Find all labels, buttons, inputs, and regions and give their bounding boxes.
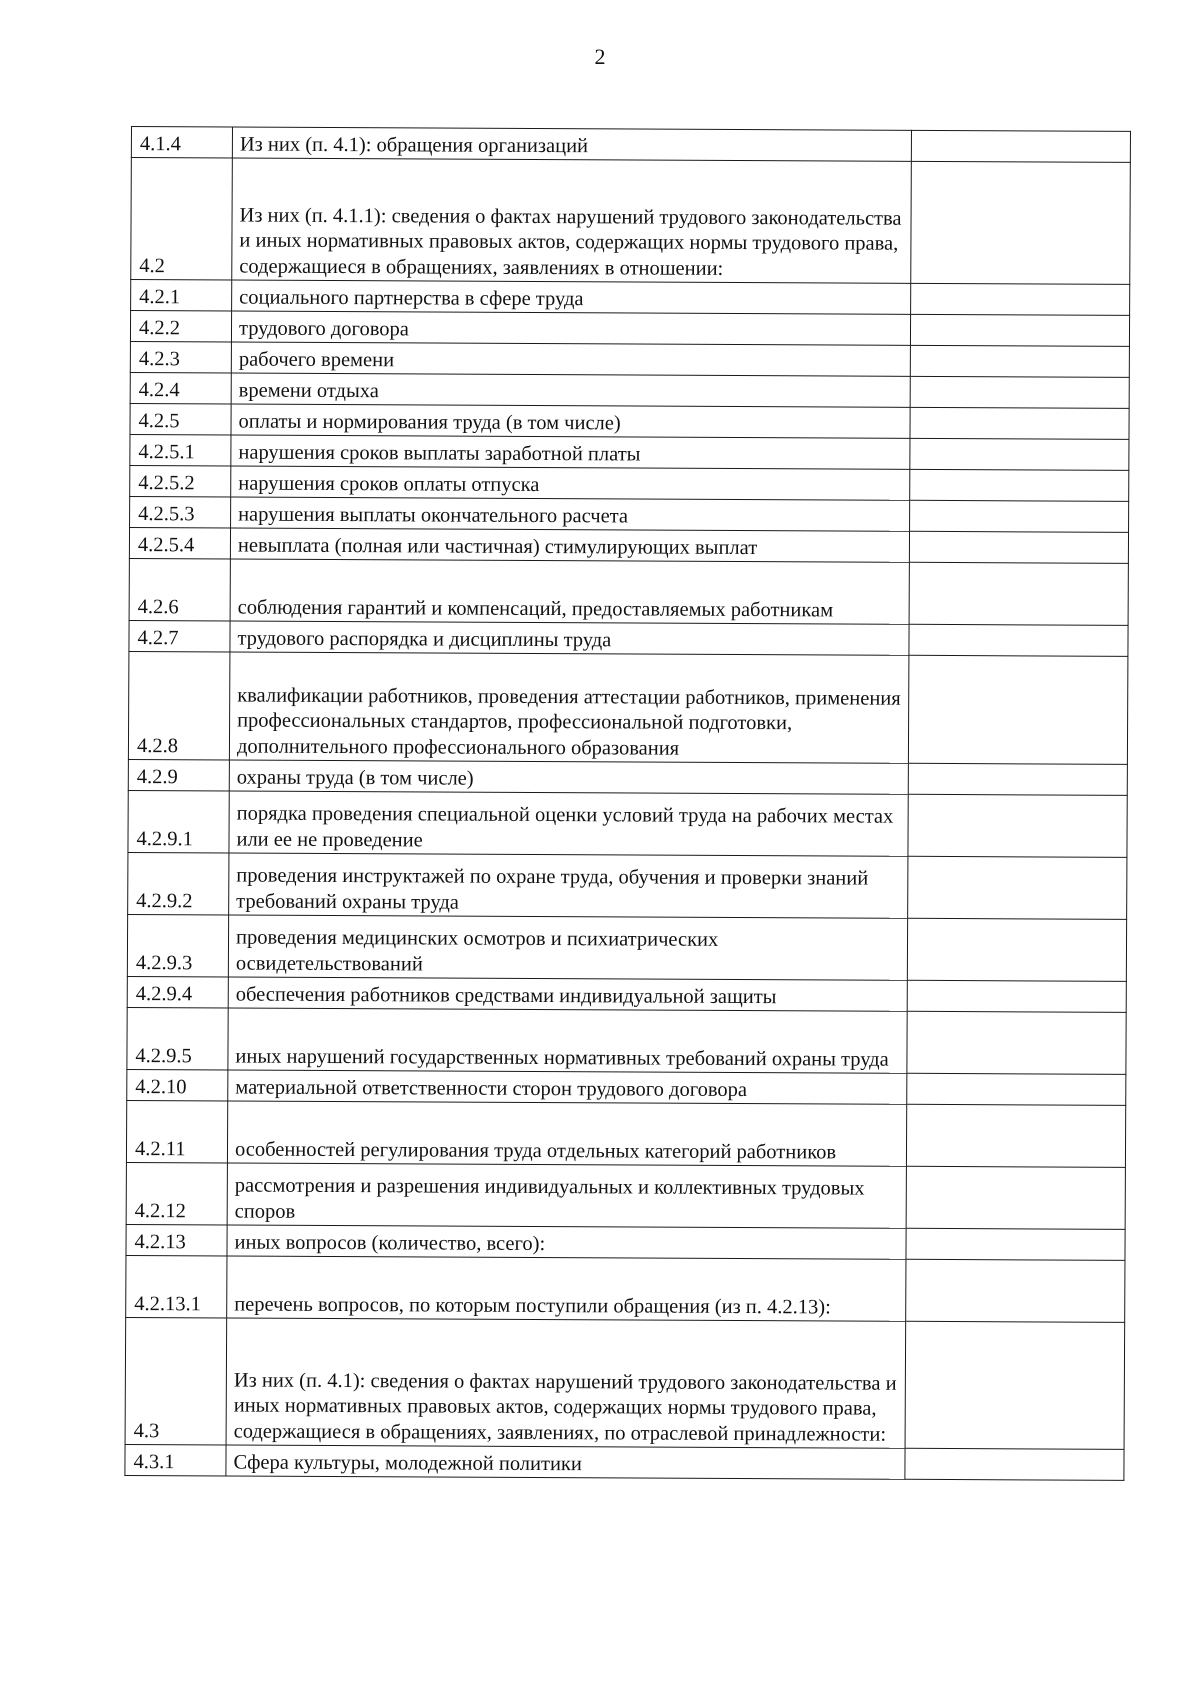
row-description: перечень вопросов, по которым поступили обращения (из п. 4.2.13): bbox=[227, 1256, 906, 1321]
table-row bbox=[126, 1224, 1125, 1260]
row-number: 4.2.8 bbox=[128, 651, 230, 759]
row-number: 4.2.1 bbox=[131, 280, 232, 311]
row-value bbox=[908, 655, 1128, 764]
row-value bbox=[906, 1104, 1125, 1167]
table-row bbox=[129, 558, 1128, 625]
row-description: иных вопросов (количество, всего): bbox=[227, 1225, 906, 1259]
row-value bbox=[906, 1166, 1125, 1229]
row-number: 4.2.6 bbox=[129, 558, 230, 620]
table-row bbox=[127, 1069, 1126, 1105]
row-number: 4.2.12 bbox=[126, 1162, 227, 1224]
table-row bbox=[131, 127, 1130, 163]
table-row bbox=[128, 790, 1127, 857]
table-row bbox=[130, 372, 1129, 408]
row-number: 4.2.9 bbox=[128, 759, 229, 790]
row-number: 4.2.5.4 bbox=[129, 527, 230, 558]
row-number: 4.2.4 bbox=[130, 372, 231, 403]
table-row bbox=[127, 976, 1126, 1012]
row-value bbox=[911, 130, 1130, 162]
row-number: 4.2.13 bbox=[126, 1224, 227, 1255]
table-row bbox=[130, 341, 1129, 377]
row-description: проведения медицинских осмотров и психиатрических освидетельствований bbox=[228, 915, 907, 980]
row-description: Из них (п. 4.1.1): сведения о фактах нарушений трудового законодательства и иных нормативных правовых актов, содержащих нормы трудового права, содержащиеся в обращениях, заявлениях в отношении: bbox=[232, 158, 912, 283]
row-description: иных нарушений государственных нормативных требований охраны труда bbox=[228, 1008, 907, 1073]
row-value bbox=[911, 161, 1131, 284]
row-description: невыплата (полная или частичная) стимулирующих выплат bbox=[230, 528, 909, 562]
row-number: 4.3 bbox=[125, 1317, 227, 1444]
table-row bbox=[131, 280, 1130, 316]
row-value bbox=[907, 918, 1126, 981]
row-description: нарушения сроков выплаты заработной платы bbox=[231, 435, 910, 469]
row-description: рабочего времени bbox=[231, 342, 910, 376]
row-number: 4.2.7 bbox=[129, 620, 230, 651]
row-description: трудового договора bbox=[231, 311, 910, 345]
row-value bbox=[907, 980, 1126, 1012]
row-value bbox=[906, 1259, 1125, 1322]
row-description: материальной ответственности сторон трудового договора bbox=[228, 1070, 907, 1104]
table-row bbox=[126, 1162, 1125, 1229]
table-row bbox=[126, 1100, 1125, 1167]
table-row bbox=[127, 914, 1126, 981]
row-description: времени отдыха bbox=[231, 373, 910, 407]
row-value bbox=[908, 856, 1127, 919]
row-description: Сфера культуры, молодежной политики bbox=[226, 1445, 905, 1479]
row-number: 4.2.9.4 bbox=[127, 976, 228, 1007]
row-description: оплаты и нормирования труда (в том числе) bbox=[231, 404, 910, 438]
row-number: 4.2.3 bbox=[130, 341, 231, 372]
row-number: 4.2.5.2 bbox=[130, 465, 231, 496]
row-number: 4.2.9.5 bbox=[127, 1007, 228, 1069]
row-description: особенностей регулирования труда отдельных категорий работников bbox=[227, 1101, 906, 1166]
row-value bbox=[910, 376, 1129, 408]
table-row bbox=[128, 852, 1127, 919]
row-value bbox=[908, 794, 1127, 857]
row-number: 4.2.5.1 bbox=[130, 434, 231, 465]
row-description: проведения инструктажей по охране труда, обучения и проверки знаний требований охраны труда bbox=[229, 853, 908, 918]
table-row bbox=[130, 434, 1129, 470]
row-value bbox=[906, 1228, 1125, 1260]
row-number: 4.2.11 bbox=[126, 1100, 227, 1162]
row-value bbox=[907, 1073, 1126, 1105]
row-description: нарушения сроков оплаты отпуска bbox=[231, 466, 910, 500]
row-value bbox=[910, 500, 1129, 532]
row-description: трудового распорядка и дисциплины труда bbox=[230, 621, 909, 655]
row-value bbox=[910, 469, 1129, 501]
row-description: квалификации работников, проведения аттестации работников, применения профессиональных стандартов, профессиональной подготовки, дополнительного профессионального образования bbox=[229, 652, 909, 763]
row-value bbox=[909, 624, 1128, 656]
row-value bbox=[910, 438, 1129, 470]
row-description: социального партнерства в сфере труда bbox=[232, 280, 911, 314]
row-description: Из них (п. 4.1): сведения о фактах нарушений трудового законодательства и иных нормативных правовых актов, содержащих нормы трудового права, содержащиеся в обращениях, заявлениях, по отраслевой принадлежности: bbox=[226, 1318, 906, 1448]
table-row bbox=[130, 311, 1129, 347]
row-description: соблюдения гарантий и компенсаций, предоставляемых работникам bbox=[230, 559, 909, 624]
row-value bbox=[909, 562, 1128, 625]
page-number: 2 bbox=[594, 44, 606, 69]
row-number: 4.2.5.3 bbox=[130, 496, 231, 527]
table-row bbox=[129, 620, 1128, 656]
table-row bbox=[130, 496, 1129, 532]
row-number: 4.2.9.3 bbox=[127, 914, 228, 976]
table-row bbox=[130, 403, 1129, 439]
row-number: 4.2.9.1 bbox=[128, 790, 229, 852]
row-value bbox=[907, 1011, 1126, 1074]
table-row bbox=[129, 527, 1128, 563]
row-number: 4.3.1 bbox=[125, 1444, 226, 1475]
row-value bbox=[910, 314, 1129, 346]
report-table bbox=[124, 126, 1131, 1481]
table-row bbox=[128, 651, 1128, 764]
table-row bbox=[127, 1007, 1126, 1074]
table-row bbox=[125, 1444, 1124, 1480]
row-number: 4.2.5 bbox=[130, 403, 231, 434]
table-row bbox=[131, 158, 1131, 285]
row-value bbox=[910, 407, 1129, 439]
row-description: охраны труда (в том числе) bbox=[229, 760, 908, 794]
row-number: 4.1.4 bbox=[131, 127, 232, 158]
row-value bbox=[905, 1448, 1124, 1480]
row-number: 4.2.13.1 bbox=[126, 1255, 227, 1317]
row-value bbox=[905, 1321, 1125, 1449]
row-number: 4.2.9.2 bbox=[128, 852, 229, 914]
row-description: обеспечения работников средствами индивидуальной защиты bbox=[228, 977, 907, 1011]
row-number: 4.2.2 bbox=[130, 311, 231, 342]
table-row bbox=[130, 465, 1129, 501]
row-number: 4.2.10 bbox=[127, 1069, 228, 1100]
row-description: нарушения выплаты окончательного расчета bbox=[231, 497, 910, 531]
row-value bbox=[908, 763, 1127, 795]
row-description: рассмотрения и разрешения индивидуальных и коллективных трудовых споров bbox=[227, 1163, 906, 1228]
row-description: порядка проведения специальной оценки условий труда на рабочих местах или ее не проведение bbox=[229, 791, 908, 856]
table-row bbox=[125, 1317, 1125, 1449]
table-row bbox=[128, 759, 1127, 795]
row-value bbox=[910, 345, 1129, 377]
table-row bbox=[126, 1255, 1125, 1322]
row-value bbox=[911, 283, 1130, 315]
row-value bbox=[909, 531, 1128, 563]
row-description: Из них (п. 4.1): обращения организаций bbox=[232, 127, 911, 161]
row-number: 4.2 bbox=[131, 158, 233, 280]
